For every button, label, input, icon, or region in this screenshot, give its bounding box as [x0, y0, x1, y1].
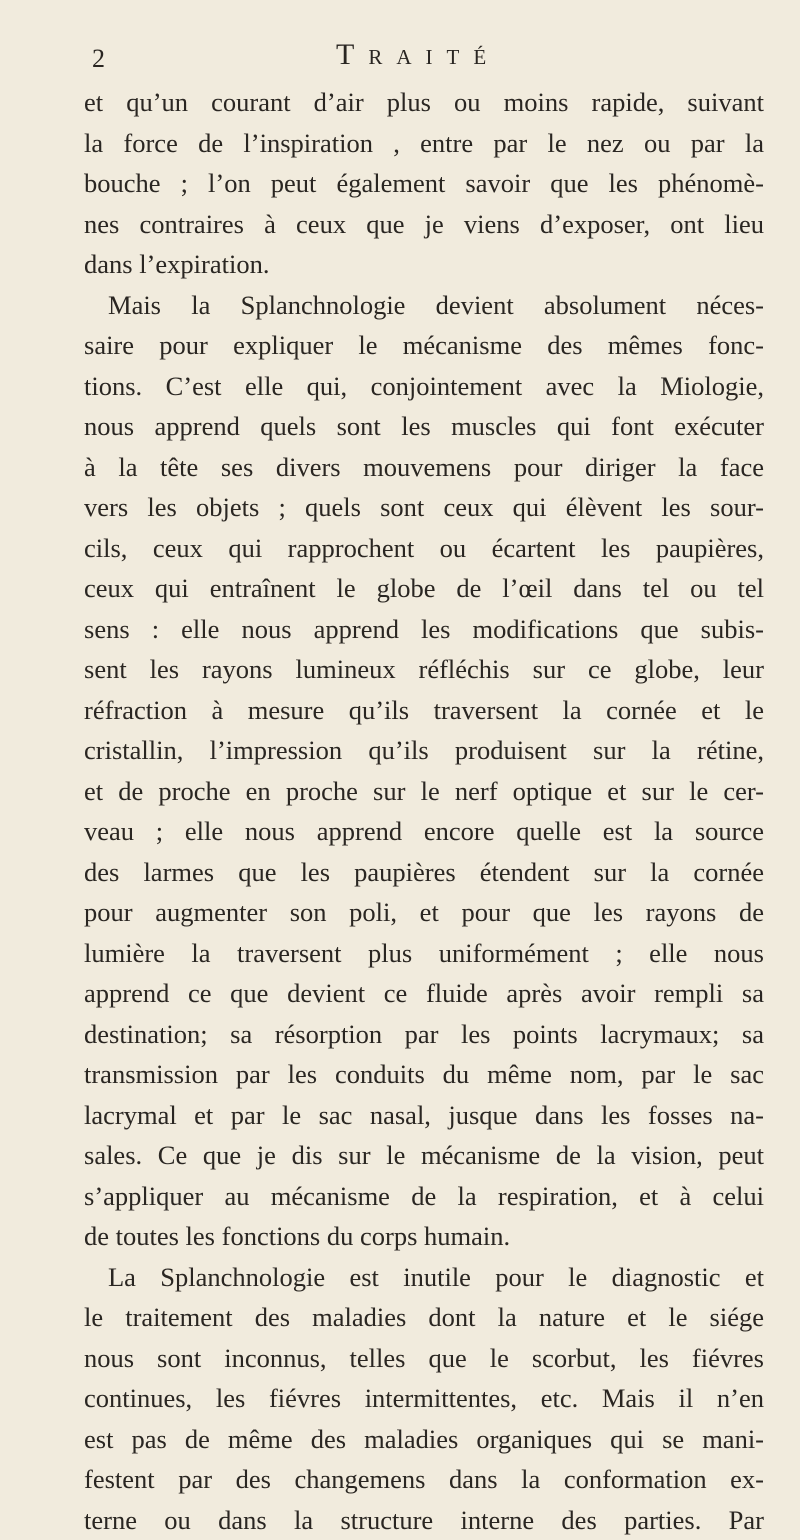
text-line: festent par des changemens dans la conformation ex-: [84, 1459, 764, 1500]
text-line: s’appliquer au mécanisme de la respiration, et à celui: [84, 1176, 764, 1217]
text-line: cristallin, l’impression qu’ils produisent sur la rétine,: [84, 730, 764, 771]
text-line: continues, les fiévres intermittentes, etc. Mais il n’en: [84, 1378, 764, 1419]
text-line: La Splanchnologie est inutile pour le diagnostic et: [84, 1257, 764, 1298]
page-header: [0, 38, 800, 78]
text-line: Mais la Splanchnologie devient absolument néces-: [84, 285, 764, 326]
text-line: et qu’un courant d’air plus ou moins rapide, suivant: [84, 82, 764, 123]
text-line: cils, ceux qui rapprochent ou écartent les paupières,: [84, 528, 764, 569]
text-line: sent les rayons lumineux réfléchis sur ce globe, leur: [84, 649, 764, 690]
text-line: sens : elle nous apprend les modifications que subis-: [84, 609, 764, 650]
text-line: destination; sa résorption par les points lacrymaux; sa: [84, 1014, 764, 1055]
text-line: bouche ; l’on peut également savoir que les phénomè-: [84, 163, 764, 204]
text-line: saire pour expliquer le mécanisme des mêmes fonc-: [84, 325, 764, 366]
text-line: pour augmenter son poli, et pour que les rayons de: [84, 892, 764, 933]
text-line: à la tête ses divers mouvemens pour diriger la face: [84, 447, 764, 488]
body-text: [84, 82, 764, 1540]
text-line: la force de l’inspiration , entre par le nez ou par la: [84, 123, 764, 164]
text-line: sales. Ce que je dis sur le mécanisme de la vision, peut: [84, 1135, 764, 1176]
text-line: nes contraires à ceux que je viens d’exposer, ont lieu: [84, 204, 764, 245]
text-line: transmission par les conduits du même nom, par le sac: [84, 1054, 764, 1095]
text-line: terne ou dans la structure interne des parties. Par: [84, 1500, 764, 1540]
text-line: est pas de même des maladies organiques qui se mani-: [84, 1419, 764, 1460]
text-line: nous apprend quels sont les muscles qui font exécuter: [84, 406, 764, 447]
text-line: réfraction à mesure qu’ils traversent la cornée et le: [84, 690, 764, 731]
text-line: le traitement des maladies dont la nature et le siége: [84, 1297, 764, 1338]
page-number: 2: [92, 44, 105, 74]
text-line: nous sont inconnus, telles que le scorbut, les fiévres: [84, 1338, 764, 1379]
text-line: tions. C’est elle qui, conjointement avec la Miologie,: [84, 366, 764, 407]
text-line: lacrymal et par le sac nasal, jusque dans les fosses na-: [84, 1095, 764, 1136]
text-line: dans l’expiration.: [84, 244, 764, 285]
text-line: des larmes que les paupières étendent sur la cornée: [84, 852, 764, 893]
text-line: apprend ce que devient ce fluide après avoir rempli sa: [84, 973, 764, 1014]
text-line: lumière la traversent plus uniformément ; elle nous: [84, 933, 764, 974]
text-line: vers les objets ; quels sont ceux qui élèvent les sour-: [84, 487, 764, 528]
text-line: et de proche en proche sur le nerf optique et sur le cer-: [84, 771, 764, 812]
text-line: ceux qui entraînent le globe de l’œil dans tel ou tel: [84, 568, 764, 609]
text-line: veau ; elle nous apprend encore quelle est la source: [84, 811, 764, 852]
text-line: de toutes les fonctions du corps humain.: [84, 1216, 764, 1257]
running-title: Traité: [336, 38, 500, 72]
